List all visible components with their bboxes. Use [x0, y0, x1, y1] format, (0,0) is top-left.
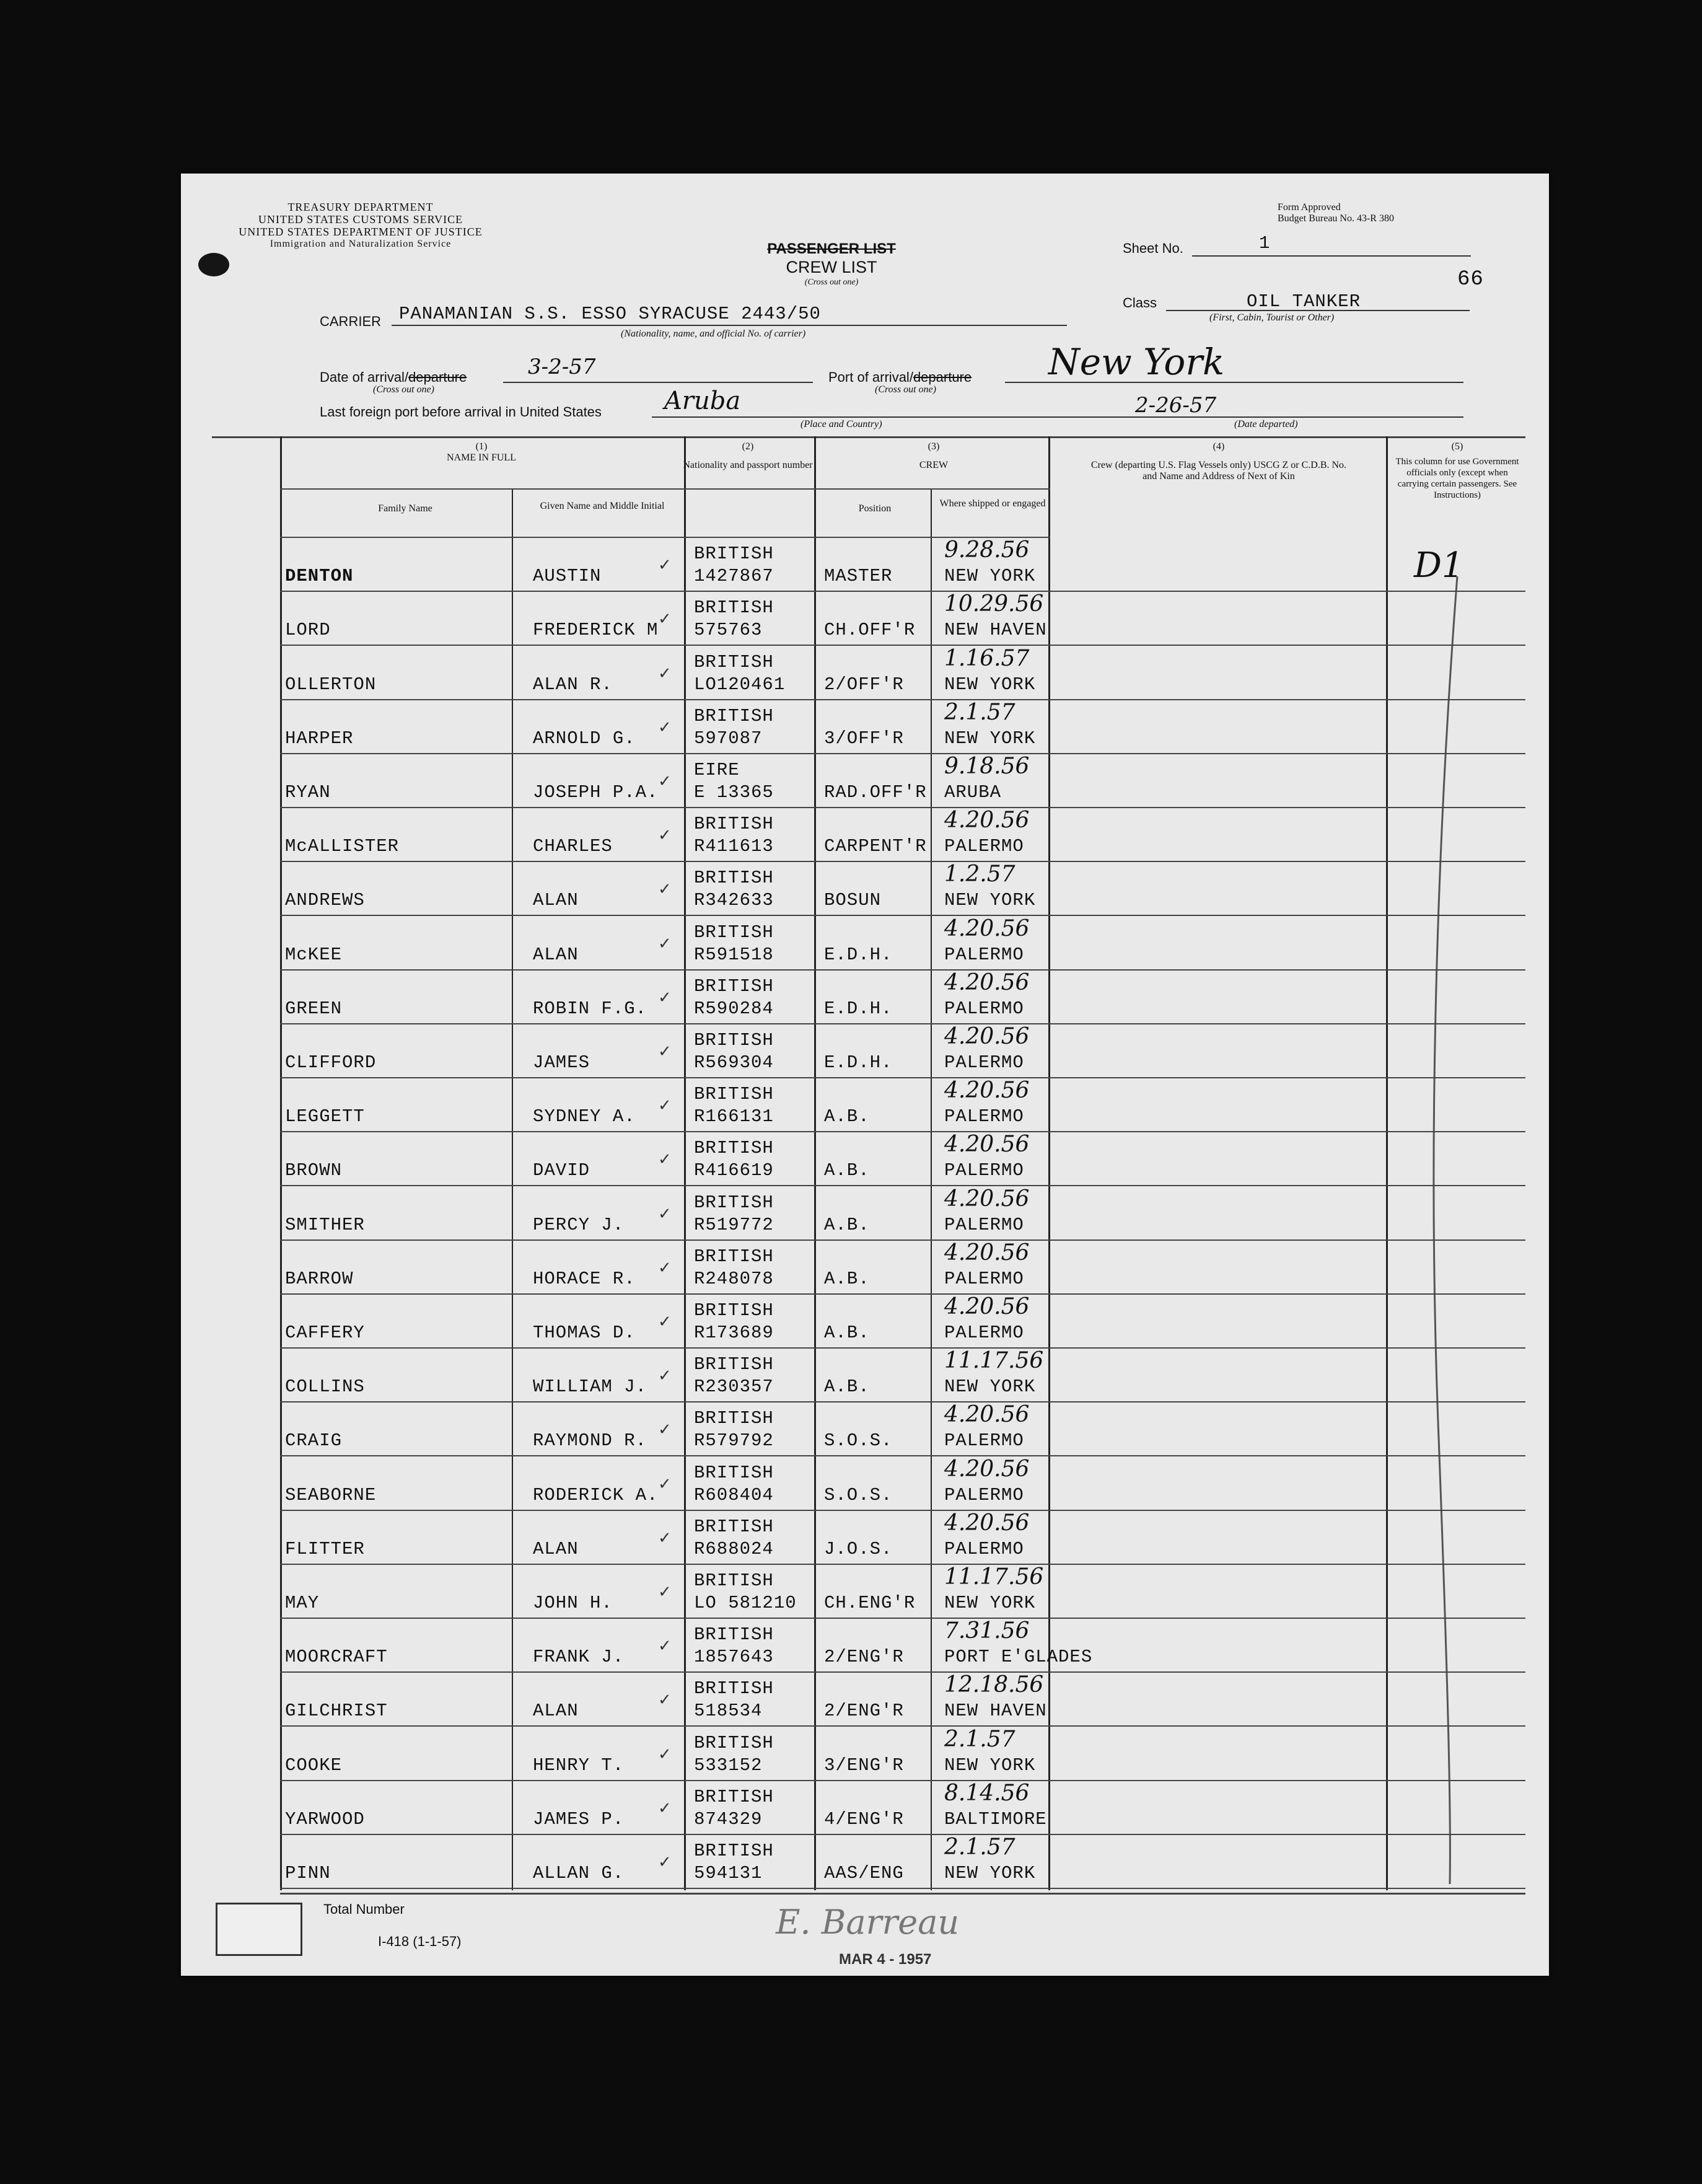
family-name: CAFFERY — [285, 1323, 365, 1343]
shipped-place: PALERMO — [944, 1269, 1024, 1289]
shipped-place: PALERMO — [944, 998, 1024, 1019]
carrier-note: (Nationality, name, and official No. of carrier) — [621, 328, 806, 339]
nationality: BRITISH — [694, 1138, 774, 1158]
arrival-port: New York — [1048, 341, 1225, 383]
col5-number: (5) — [1451, 441, 1463, 452]
col5-title: This column for use Government officials only (except when carrying certain passengers. See Instructions) — [1395, 457, 1519, 500]
family-name: HARPER — [285, 728, 354, 749]
family-name: COOKE — [285, 1755, 343, 1776]
shipped-place: PALERMO — [944, 1052, 1024, 1073]
shipped-place: PALERMO — [944, 836, 1024, 856]
col1-header — [280, 441, 683, 464]
passport-number: 575763 — [694, 620, 763, 640]
arrival-date: 3-2-57 — [528, 354, 596, 379]
title-block — [720, 240, 943, 288]
check-mark-icon: ✓ — [658, 1096, 672, 1115]
given-name: RAYMOND R. — [533, 1430, 647, 1451]
shipped-place: PALERMO — [944, 1430, 1024, 1451]
passport-number: 1857643 — [694, 1647, 774, 1667]
row-divider — [280, 861, 1525, 862]
family-name: LORD — [285, 620, 331, 640]
given-name: DAVID — [533, 1160, 590, 1181]
last-port-value: Aruba — [664, 387, 741, 415]
given-name: ALAN — [533, 1539, 579, 1559]
check-mark-icon: ✓ — [658, 772, 672, 791]
nationality: BRITISH — [694, 1841, 774, 1861]
date-label — [320, 369, 467, 385]
shipped-place: NEW YORK — [944, 1755, 1036, 1776]
position: AAS/ENG — [824, 1863, 904, 1883]
given-name: THOMAS D. — [533, 1323, 636, 1343]
title-note: (Cross out one) — [804, 278, 859, 287]
nationality: BRITISH — [694, 814, 774, 834]
family-name: BROWN — [285, 1160, 343, 1181]
check-mark-icon: ✓ — [658, 1475, 672, 1494]
passport-number: R519772 — [694, 1215, 774, 1235]
shipped-date: 4.20.56 — [944, 1186, 1030, 1212]
nationality: BRITISH — [694, 1030, 774, 1050]
given-name: CHARLES — [533, 836, 613, 856]
shipped-date: 4.20.56 — [944, 1510, 1030, 1536]
date-departed-note: (Date departed) — [1234, 419, 1298, 429]
check-mark-icon: ✓ — [658, 1042, 672, 1061]
form-number: I-418 (1-1-57) — [378, 1934, 462, 1949]
check-mark-icon: ✓ — [658, 1313, 672, 1331]
shipped-date: 1.2.57 — [944, 861, 1015, 887]
agency-line: Immigration and Naturalization Service — [270, 239, 452, 249]
shipped-place: PALERMO — [944, 1323, 1024, 1343]
position: 3/OFF'R — [824, 728, 904, 749]
shipped-place: PALERMO — [944, 1106, 1024, 1127]
col2-number: (2) — [742, 441, 754, 452]
given-name: FREDERICK M — [533, 620, 659, 640]
form-approved-line: Form Approved — [1278, 202, 1341, 213]
check-mark-icon: ✓ — [658, 1367, 672, 1385]
last-port-note: (Place and Country) — [801, 419, 882, 429]
total-number-label: Total Number — [323, 1901, 405, 1917]
check-mark-icon: ✓ — [658, 664, 672, 683]
family-name: GREEN — [285, 998, 343, 1019]
shipped-place: PALERMO — [944, 1485, 1024, 1505]
given-name: JOHN H. — [533, 1593, 613, 1613]
col4-title: Crew (departing U.S. Flag Vessels only) USCG Z or C.D.B. No. and Name and Address of Next of Kin — [1090, 460, 1347, 482]
shipped-date: 4.20.56 — [944, 1456, 1030, 1482]
hole-punch-mark — [198, 253, 229, 276]
shipped-date: 4.20.56 — [944, 1078, 1030, 1103]
given-name: SYDNEY A. — [533, 1106, 636, 1127]
agency-line: UNITED STATES DEPARTMENT OF JUSTICE — [239, 226, 483, 238]
position: A.B. — [824, 1160, 870, 1181]
port-label-struck: departure — [913, 369, 972, 385]
form-title: CREW LIST — [786, 258, 877, 276]
family-name: McALLISTER — [285, 836, 400, 856]
shipped-date: 10.29.56 — [944, 591, 1044, 617]
shipped-date: 12.18.56 — [944, 1672, 1044, 1697]
shipped-date: 11.17.56 — [944, 1564, 1044, 1590]
row-divider — [280, 645, 1525, 646]
form-approved-line: Budget Bureau No. 43-R 380 — [1278, 213, 1394, 224]
shipped-date: 7.31.56 — [944, 1618, 1030, 1644]
col2-title: Nationality and passport number — [683, 460, 813, 470]
crew-list-form — [181, 174, 1549, 1976]
col3-header — [816, 441, 1051, 471]
check-mark-icon: ✓ — [658, 1205, 672, 1223]
family-name: MOORCRAFT — [285, 1647, 388, 1667]
col3a-header: Position — [858, 503, 892, 514]
col1-number: (1) — [475, 441, 488, 452]
given-name: ALLAN G. — [533, 1863, 625, 1883]
check-mark-icon: ✓ — [658, 1799, 672, 1818]
nationality: BRITISH — [694, 1463, 774, 1483]
row-divider — [280, 1023, 1525, 1024]
passport-number: R608404 — [694, 1485, 774, 1505]
check-mark-icon: ✓ — [658, 1150, 672, 1169]
family-name: LEGGETT — [285, 1106, 365, 1127]
passport-number: 518534 — [694, 1701, 763, 1721]
position: A.B. — [824, 1376, 870, 1397]
position: BOSUN — [824, 890, 882, 910]
row-divider — [280, 1725, 1525, 1727]
row-divider — [280, 1780, 1525, 1781]
position: RAD.OFF'R — [824, 782, 927, 803]
row-divider — [280, 1293, 1525, 1295]
given-name: ALAN — [533, 1701, 579, 1721]
shipped-place: ARUBA — [944, 782, 1002, 803]
total-number-box[interactable] — [216, 1903, 302, 1956]
check-mark-icon: ✓ — [658, 1853, 672, 1872]
shipped-date: 4.20.56 — [944, 970, 1030, 995]
row-divider — [280, 1401, 1525, 1402]
shipped-date: 4.20.56 — [944, 1240, 1030, 1266]
position: E.D.H. — [824, 1052, 893, 1073]
nationality: BRITISH — [694, 1517, 774, 1537]
form-approved — [1278, 202, 1463, 224]
shipped-place: NEW HAVEN — [944, 620, 1047, 640]
given-name: ALAN — [533, 890, 579, 910]
sheet-number: 1 — [1259, 233, 1271, 253]
row-divider — [280, 969, 1525, 971]
check-mark-icon: ✓ — [658, 935, 672, 953]
shipped-date: 2.1.57 — [944, 1834, 1015, 1860]
check-mark-icon: ✓ — [658, 989, 672, 1007]
passport-number: R166131 — [694, 1106, 774, 1127]
passport-number: R688024 — [694, 1539, 774, 1559]
given-name: HENRY T. — [533, 1755, 625, 1776]
row-divider — [280, 915, 1525, 916]
col3-number: (3) — [928, 441, 940, 452]
position: S.O.S. — [824, 1485, 893, 1505]
passport-number: LO 581210 — [694, 1593, 797, 1613]
row-divider — [280, 591, 1525, 592]
passport-number: 1427867 — [694, 566, 774, 586]
given-name: ROBIN F.G. — [533, 998, 647, 1019]
date-label-struck: departure — [408, 369, 467, 385]
position: 3/ENG'R — [824, 1755, 904, 1776]
passport-number: 874329 — [694, 1809, 763, 1830]
nationality: BRITISH — [694, 976, 774, 997]
family-name: MAY — [285, 1593, 320, 1613]
date-note: (Cross out one) — [373, 384, 434, 395]
row-divider — [280, 1185, 1525, 1186]
nationality: BRITISH — [694, 868, 774, 888]
col4-number: (4) — [1213, 441, 1225, 452]
shipped-place: NEW HAVEN — [944, 1701, 1047, 1721]
nationality: BRITISH — [694, 1408, 774, 1429]
nationality: BRITISH — [694, 1624, 774, 1645]
position: E.D.H. — [824, 944, 893, 965]
shipped-date: 4.20.56 — [944, 1402, 1030, 1427]
row-divider — [280, 1240, 1525, 1241]
date-departed: 2-26-57 — [1135, 393, 1217, 418]
row-divider — [280, 1564, 1525, 1565]
passport-number: R416619 — [694, 1160, 774, 1181]
family-name: SEABORNE — [285, 1485, 377, 1505]
shipped-date: 9.18.56 — [944, 754, 1030, 779]
shipped-place: NEW YORK — [944, 1593, 1036, 1613]
nationality: BRITISH — [694, 1733, 774, 1753]
family-name: BARROW — [285, 1269, 354, 1289]
position: A.B. — [824, 1215, 870, 1235]
port-label-text: Port of arrival/ — [828, 369, 913, 385]
class-label: Class — [1123, 295, 1157, 310]
check-mark-icon: ✓ — [658, 1259, 672, 1277]
date-label-text: Date of arrival/ — [320, 369, 409, 385]
class-note: (First, Cabin, Tourist or Other) — [1209, 312, 1335, 323]
row-divider — [280, 1131, 1525, 1132]
family-name: DENTON — [285, 566, 354, 586]
shipped-place: BALTIMORE — [944, 1809, 1047, 1830]
position: E.D.H. — [824, 998, 893, 1019]
nationality: BRITISH — [694, 706, 774, 726]
row-divider — [280, 1834, 1525, 1835]
family-name: CLIFFORD — [285, 1052, 377, 1073]
family-name: YARWOOD — [285, 1809, 365, 1830]
last-port-label: Last foreign port before arrival in United States — [320, 404, 602, 420]
shipped-date: 4.20.56 — [944, 808, 1030, 833]
given-name: RODERICK A. — [533, 1485, 659, 1505]
nationality: BRITISH — [694, 652, 774, 672]
col2-header — [683, 441, 813, 471]
family-name: OLLERTON — [285, 674, 377, 695]
row-divider — [280, 1888, 1525, 1889]
check-mark-icon: ✓ — [658, 1420, 672, 1439]
passport-number: R230357 — [694, 1376, 774, 1397]
col5-bracket-line — [1414, 570, 1470, 1890]
check-mark-icon: ✓ — [658, 826, 672, 845]
port-note: (Cross out one) — [875, 384, 936, 395]
family-name: McKEE — [285, 944, 343, 965]
check-mark-icon: ✓ — [658, 556, 672, 575]
nationality: EIRE — [694, 760, 740, 780]
shipped-date: 4.20.56 — [944, 1294, 1030, 1319]
shipped-date: 4.20.56 — [944, 1024, 1030, 1049]
check-mark-icon: ✓ — [658, 1637, 672, 1655]
given-name: AUSTIN — [533, 566, 602, 586]
check-mark-icon: ✓ — [658, 880, 672, 899]
col1a-header: Family Name — [378, 503, 432, 514]
position: CH.OFF'R — [824, 620, 916, 640]
family-name: GILCHRIST — [285, 1701, 388, 1721]
given-name: FRANK J. — [533, 1647, 625, 1667]
passport-number: R411613 — [694, 836, 774, 856]
shipped-date: 11.17.56 — [944, 1348, 1044, 1373]
family-name: ANDREWS — [285, 890, 365, 910]
shipped-place: NEW YORK — [944, 1376, 1036, 1397]
family-name: CRAIG — [285, 1430, 343, 1451]
position: CARPENT'R — [824, 836, 927, 856]
family-name: SMITHER — [285, 1215, 365, 1235]
nationality: BRITISH — [694, 1678, 774, 1699]
row-divider — [280, 1510, 1525, 1511]
shipped-place: PORT E'GLADES — [944, 1647, 1093, 1667]
given-name: HORACE R. — [533, 1269, 636, 1289]
family-name: PINN — [285, 1863, 331, 1883]
row-divider — [280, 1618, 1525, 1619]
passport-number: R591518 — [694, 944, 774, 965]
shipped-place: PALERMO — [944, 1215, 1024, 1235]
passport-number: R248078 — [694, 1269, 774, 1289]
col5-mark: D1 — [1414, 545, 1464, 586]
position: CH.ENG'R — [824, 1593, 916, 1613]
shipped-date: 2.1.57 — [944, 1727, 1015, 1752]
carrier-value: PANAMANIAN S.S. ESSO SYRACUSE 2443/50 — [399, 304, 821, 324]
family-name: FLITTER — [285, 1539, 365, 1559]
date-stamp: MAR 4 - 1957 — [839, 1951, 932, 1968]
row-divider — [280, 1077, 1525, 1078]
given-name: PERCY J. — [533, 1215, 625, 1235]
given-name: ARNOLD G. — [533, 728, 636, 749]
agency-line: UNITED STATES CUSTOMS SERVICE — [258, 213, 463, 226]
check-mark-icon: ✓ — [658, 610, 672, 628]
passport-number: 533152 — [694, 1755, 763, 1776]
given-name: WILLIAM J. — [533, 1376, 647, 1397]
shipped-place: NEW YORK — [944, 1863, 1036, 1883]
shipped-place: PALERMO — [944, 1160, 1024, 1181]
nationality: BRITISH — [694, 597, 774, 618]
family-name: RYAN — [285, 782, 331, 803]
shipped-place: NEW YORK — [944, 566, 1036, 586]
passport-number: 597087 — [694, 728, 763, 749]
nationality: BRITISH — [694, 1354, 774, 1375]
shipped-place: NEW YORK — [944, 674, 1036, 695]
shipped-date: 4.20.56 — [944, 916, 1030, 941]
passport-number: R173689 — [694, 1323, 774, 1343]
col5-header — [1392, 441, 1522, 501]
passport-number: 594131 — [694, 1863, 763, 1883]
nationality: BRITISH — [694, 1246, 774, 1267]
shipped-date: 1.16.57 — [944, 646, 1030, 671]
row-divider — [280, 1455, 1525, 1456]
given-name: JAMES — [533, 1052, 590, 1073]
col1-title: NAME IN FULL — [447, 452, 516, 463]
nationality: BRITISH — [694, 1192, 774, 1213]
shipped-place: NEW YORK — [944, 890, 1036, 910]
row-divider — [280, 1347, 1525, 1349]
position: A.B. — [824, 1106, 870, 1127]
position: 2/ENG'R — [824, 1701, 904, 1721]
position: 4/ENG'R — [824, 1809, 904, 1830]
check-mark-icon: ✓ — [658, 1583, 672, 1601]
position: S.O.S. — [824, 1430, 893, 1451]
shipped-date: 9.28.56 — [944, 537, 1030, 563]
page-number: 66 — [1457, 268, 1484, 291]
check-mark-icon: ✓ — [658, 1745, 672, 1764]
passport-number: R590284 — [694, 998, 774, 1019]
row-divider — [280, 807, 1525, 808]
position: MASTER — [824, 566, 893, 586]
position: 2/ENG'R — [824, 1647, 904, 1667]
position: J.O.S. — [824, 1539, 893, 1559]
col3-title: CREW — [919, 460, 949, 470]
row-divider — [280, 1671, 1525, 1673]
agency-header — [218, 201, 503, 250]
sheet-label: Sheet No. — [1123, 240, 1183, 256]
nationality: BRITISH — [694, 1570, 774, 1591]
given-name: ALAN — [533, 944, 579, 965]
agency-line: TREASURY DEPARTMENT — [287, 201, 434, 213]
shipped-date: 8.14.56 — [944, 1781, 1030, 1806]
given-name: JOSEPH P.A. — [533, 782, 659, 803]
shipped-date: 4.20.56 — [944, 1132, 1030, 1157]
col1b-header: Given Name and Middle Initial — [540, 501, 665, 511]
position: A.B. — [824, 1269, 870, 1289]
nationality: BRITISH — [694, 1084, 774, 1104]
passport-number: R342633 — [694, 890, 774, 910]
carrier-label: CARRIER — [320, 314, 382, 329]
check-mark-icon: ✓ — [658, 718, 672, 737]
row-divider — [280, 753, 1525, 754]
port-label — [828, 369, 972, 385]
class-value: OIL TANKER — [1247, 291, 1361, 312]
passport-number: R579792 — [694, 1430, 774, 1451]
nationality: BRITISH — [694, 922, 774, 943]
check-mark-icon: ✓ — [658, 1529, 672, 1548]
nationality: BRITISH — [694, 1787, 774, 1807]
check-mark-icon: ✓ — [658, 1691, 672, 1709]
col4-header — [1055, 441, 1383, 482]
passenger-list-struck: PASSENGER LIST — [767, 240, 896, 257]
shipped-place: PALERMO — [944, 944, 1024, 965]
position: A.B. — [824, 1323, 870, 1343]
position: 2/OFF'R — [824, 674, 904, 695]
shipped-date: 2.1.57 — [944, 700, 1015, 725]
shipped-place: PALERMO — [944, 1539, 1024, 1559]
row-divider — [280, 699, 1525, 700]
signature: E. Barreau — [776, 1903, 960, 1942]
given-name: JAMES P. — [533, 1809, 625, 1830]
passport-number: E 13365 — [694, 782, 774, 803]
nationality: BRITISH — [694, 1300, 774, 1321]
passport-number: LO120461 — [694, 674, 786, 695]
nationality: BRITISH — [694, 544, 774, 564]
col3b-header: Where shipped or engaged — [939, 498, 1046, 509]
given-name: ALAN R. — [533, 674, 613, 695]
passport-number: R569304 — [694, 1052, 774, 1073]
shipped-place: NEW YORK — [944, 728, 1036, 749]
family-name: COLLINS — [285, 1376, 365, 1397]
